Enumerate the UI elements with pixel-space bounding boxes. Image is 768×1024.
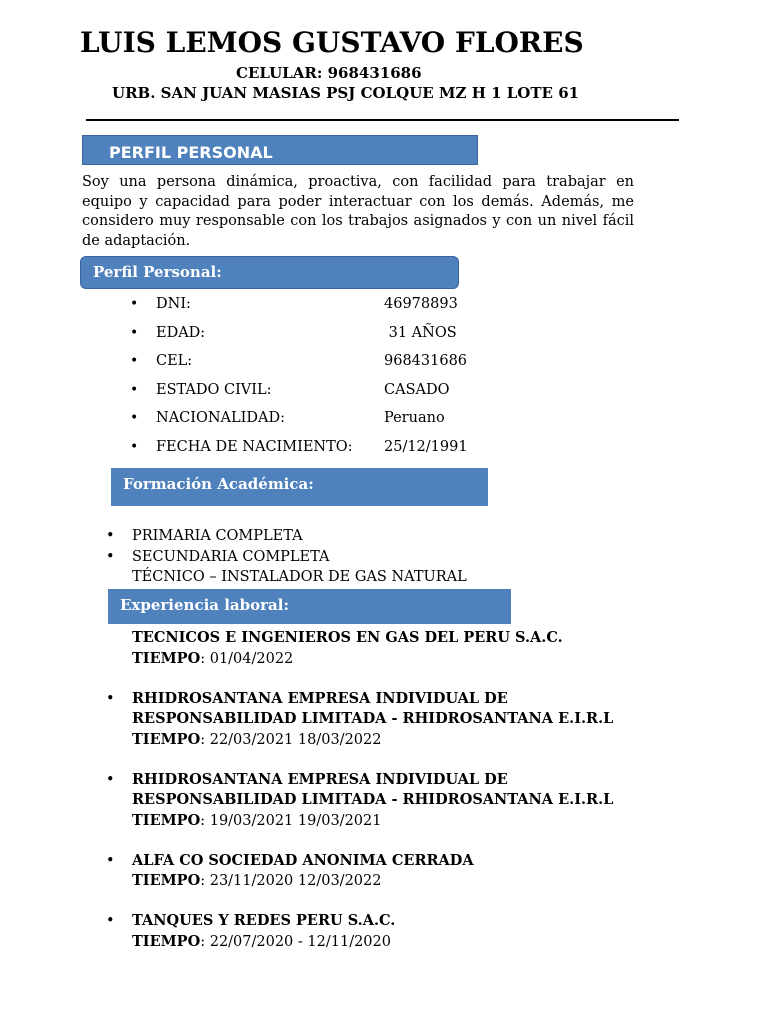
time-label: TIEMPO <box>132 872 201 889</box>
education-text: TÉCNICO – INSTALADOR DE GAS NATURAL <box>132 569 467 585</box>
personal-info-label: NACIONALIDAD: <box>156 410 285 427</box>
experience-item <box>106 911 613 952</box>
section-experience-title: Experiencia laboral: <box>120 596 289 614</box>
education-item <box>106 526 467 547</box>
experience-item <box>106 689 613 751</box>
education-text: PRIMARIA COMPLETA <box>132 528 303 544</box>
experience-item <box>106 628 613 669</box>
job-time <box>132 932 613 953</box>
address-line: URB. SAN JUAN MASIAS PSJ COLQUE MZ H 1 LOTE 61 <box>112 84 580 102</box>
job-time <box>132 649 613 670</box>
job-time <box>132 811 613 832</box>
company-name-cont: RESPONSABILIDAD LIMITADA - RHIDROSANTANA E.I.R.L <box>132 791 614 808</box>
company-name: RHIDROSANTANA EMPRESA INDIVIDUAL DE <box>132 770 508 788</box>
time-label: TIEMPO <box>132 932 201 950</box>
section-profile-title: PERFIL PERSONAL <box>109 143 273 162</box>
profile-paragraph: Soy una persona dinámica, proactiva, con facilidad para trabajar en equipo y capacidad para poder interactuar con los demás. Además, me considero muy responsable con los trabajos asignados y con un nivel fácil de adaptación. <box>82 174 634 249</box>
time-value: : 01/04/2022 <box>200 650 294 667</box>
time-label: TIEMPO <box>132 811 201 829</box>
personal-info-value: 968431686 <box>384 353 468 370</box>
personal-info-value: 46978893 <box>384 296 458 312</box>
time-value: : 23/11/2020 12/03/2022 <box>200 873 382 889</box>
experience-item <box>106 851 613 892</box>
bullet: • <box>106 690 115 707</box>
personal-info-label: ESTADO CIVIL: <box>156 381 272 398</box>
section-profile-header <box>82 135 478 165</box>
section-experience-header <box>108 589 511 624</box>
header-divider <box>86 119 679 121</box>
bullet: • <box>130 438 139 455</box>
section-personal-title: Perfil Personal: <box>93 263 222 281</box>
personal-info-label: DNI: <box>156 296 191 312</box>
time-value: : 22/07/2020 - 12/11/2020 <box>200 933 391 950</box>
personal-info-label: EDAD: <box>156 324 206 341</box>
bullet: • <box>106 852 115 869</box>
bullet: • <box>106 913 115 929</box>
experience-item <box>106 770 613 832</box>
education-text: SECUNDARIA COMPLETA <box>132 548 330 565</box>
phone-line: CELULAR: 968431686 <box>236 64 422 82</box>
bullet: • <box>130 353 139 370</box>
education-item <box>106 567 467 588</box>
education-item <box>106 547 467 568</box>
time-value: : 22/03/2021 18/03/2022 <box>200 731 382 748</box>
company-name: TECNICOS E INGENIEROS EN GAS DEL PERU S.A.C. <box>132 629 563 646</box>
bullet: • <box>106 771 115 788</box>
section-education-header <box>111 468 488 506</box>
time-label: TIEMPO <box>132 649 201 667</box>
company-name-cont: RESPONSABILIDAD LIMITADA - RHIDROSANTANA E.I.R.L <box>132 710 614 727</box>
candidate-name: LUIS LEMOS GUSTAVO FLORES <box>80 26 584 59</box>
section-education-title: Formación Académica: <box>123 475 314 493</box>
time-value: : 19/03/2021 19/03/2021 <box>200 812 382 829</box>
job-time <box>132 871 613 892</box>
experience-list <box>106 628 613 972</box>
company-name: TANQUES Y REDES PERU S.A.C. <box>132 912 396 929</box>
personal-info-value: Peruano <box>384 410 445 427</box>
personal-info-value: 25/12/1991 <box>384 438 468 455</box>
personal-info-label: FECHA DE NACIMIENTO: <box>156 438 353 455</box>
company-name: ALFA CO SOCIEDAD ANONIMA CERRADA <box>132 851 474 869</box>
bullet: • <box>130 296 139 312</box>
personal-info-value: 31 AÑOS <box>384 324 457 341</box>
section-personal-header <box>80 256 459 289</box>
bullet: • <box>130 410 139 427</box>
personal-info-value: CASADO <box>384 381 450 398</box>
bullet: • <box>130 324 139 341</box>
company-name: RHIDROSANTANA EMPRESA INDIVIDUAL DE <box>132 689 508 707</box>
personal-info-label: CEL: <box>156 353 193 370</box>
bullet: • <box>106 548 115 565</box>
education-list <box>106 526 467 588</box>
time-label: TIEMPO <box>132 730 201 748</box>
bullet: • <box>130 381 139 398</box>
bullet: • <box>106 528 115 544</box>
job-time <box>132 730 613 751</box>
